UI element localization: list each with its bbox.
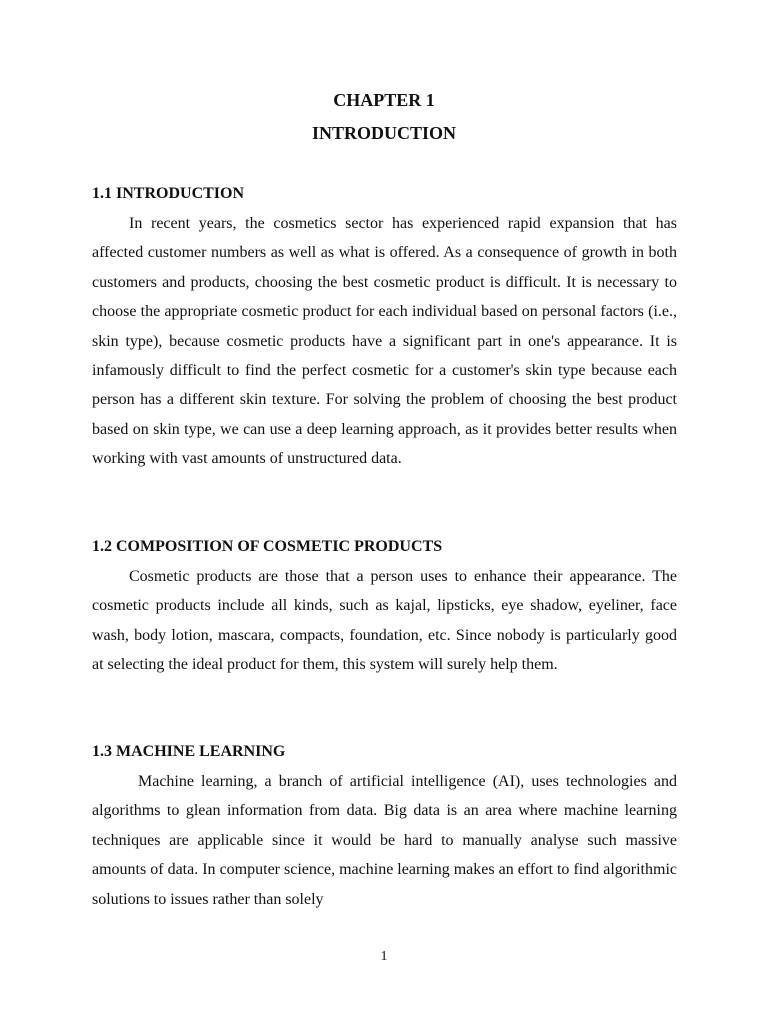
section-paragraph: Cosmetic products are those that a person uses to enhance their appearance. The cosmetic products include all kinds, such as kajal, lipsticks, eye shadow, eyeliner, face wash, body lotion, mascara, compacts, foundation, etc. Since nobody is particularly good at selecting the ideal product for them, this system will surely help them. — [92, 568, 677, 674]
section-heading: 1.1 INTRODUCTION — [92, 185, 245, 202]
section-paragraph: Machine learning, a branch of artificial intelligence (AI), uses technologies and algorithms to glean information from data. Big data is an area where machine learning techniques are applicable since it would be hard to manually analyse such massive amounts of data. In computer science, machine learning makes an effort to find algorithmic solutions to issues rather than solely — [92, 773, 677, 908]
section-introduction — [92, 184, 677, 474]
section-heading: 1.2 COMPOSITION OF COSMETIC PRODUCTS — [92, 538, 443, 555]
section-machine-learning — [92, 742, 677, 914]
chapter-number: CHAPTER 1 — [333, 90, 435, 110]
section-paragraph: In recent years, the cosmetics sector has experienced rapid expansion that has affected customer numbers as well as what is offered. As a consequence of growth in both customers and products, choosing the best cosmetic product is difficult. It is necessary to choose the appropriate cosmetic product for each individual based on personal factors (i.e., skin type), because cosmetic products have a significant part in one's appearance. It is infamously difficult to find the perfect cosmetic for a customer's skin type because each person has a different skin texture. For solving the problem of choosing the best product based on skin type, we can use a deep learning approach, as it provides better results when working with vast amounts of unstructured data. — [92, 215, 677, 468]
section-heading: 1.3 MACHINE LEARNING — [92, 743, 286, 760]
page-number: 1 — [380, 949, 388, 964]
chapter-title: INTRODUCTION — [311, 123, 457, 143]
section-composition-of-cosmetic-products — [92, 537, 677, 680]
